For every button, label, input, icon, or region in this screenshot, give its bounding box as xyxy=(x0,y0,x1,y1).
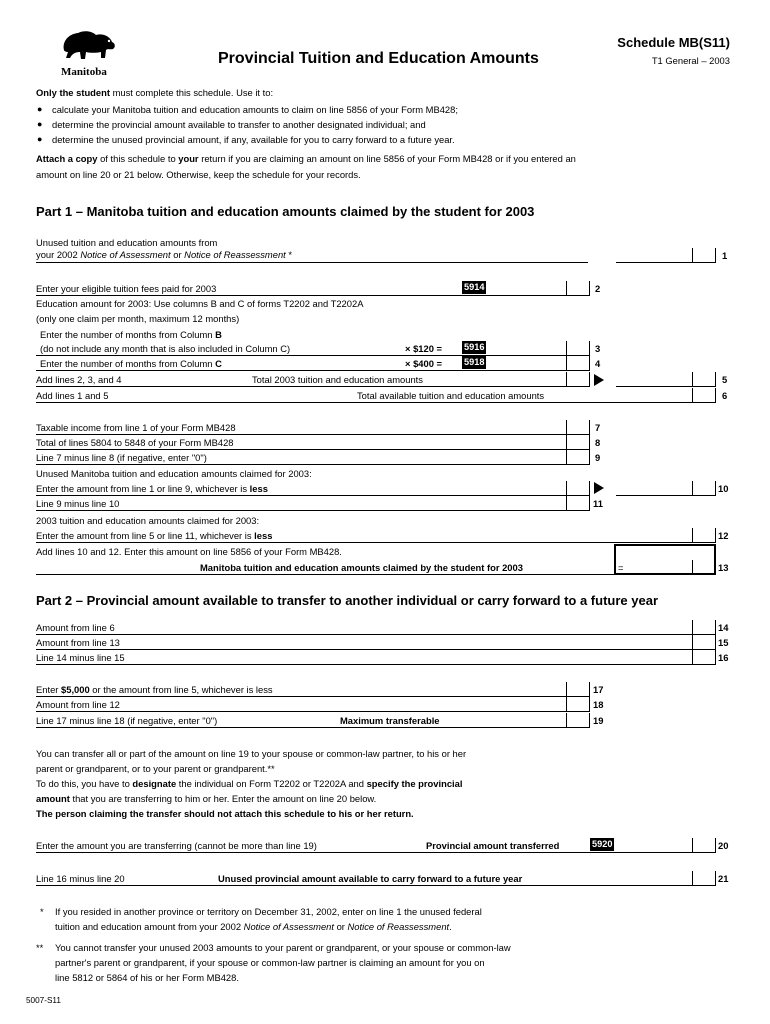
line12-label-b xyxy=(36,530,272,541)
cents-divider xyxy=(566,496,567,511)
line6-input[interactable] xyxy=(616,388,716,403)
line13-label-a: Add lines 10 and 12. Enter this amount on line 5856 of your Form MB428. xyxy=(36,546,342,557)
line-number-15: 15 xyxy=(718,637,729,648)
line-number-1: 1 xyxy=(722,250,728,261)
field-code-5916: 5916 xyxy=(464,342,485,352)
line12-rule xyxy=(36,542,716,543)
transfer-text-1: You can transfer all or part of the amount on line 19 to your spouse or common-law partner, to his or her xyxy=(36,748,467,759)
attach-line-2: amount on line 20 or 21 below. Otherwise, keep the schedule for your records. xyxy=(36,169,361,180)
line-number-17: 17 xyxy=(593,684,604,695)
bison-icon xyxy=(58,28,120,62)
cents-divider xyxy=(566,713,567,728)
line12-label-a: 2003 tuition and education amounts claimed for 2003: xyxy=(36,515,260,526)
line16-input[interactable] xyxy=(616,650,716,665)
line14-label: Amount from line 6 xyxy=(36,622,115,633)
t4-rest: that you are transferring to him or her. Enter the amount on line 20 below. xyxy=(69,793,377,804)
line-number-8: 8 xyxy=(595,437,601,448)
footnote-1-mark: * xyxy=(40,906,44,917)
cents-divider xyxy=(692,635,693,650)
cents-divider xyxy=(692,248,693,263)
footnote-2-line-c: line 5812 or 5864 of his or her Form MB428. xyxy=(55,972,239,983)
cents-divider xyxy=(566,450,567,465)
l3a-text: Enter the number of months from Column xyxy=(40,329,216,340)
line20-total-label: Provincial amount transferred xyxy=(426,840,560,851)
line5-input[interactable] xyxy=(616,372,716,387)
t3-mid: the individual on Form T2202 or T2202A and xyxy=(176,778,367,789)
l4-text: Enter the number of months from Column xyxy=(40,358,216,369)
line6-total-label: Total available tuition and education amounts xyxy=(357,390,545,401)
l10-text: Enter the amount from line 1 or line 9, whichever is xyxy=(36,483,250,494)
months-c-input[interactable] xyxy=(362,356,398,371)
line15-rule xyxy=(36,649,716,650)
l4-b: C xyxy=(215,358,222,369)
l17-pre: Enter xyxy=(36,684,62,695)
cents-divider xyxy=(692,372,693,387)
field-code-5918: 5918 xyxy=(464,357,485,367)
l17-post: or the amount from line 5, whichever is less xyxy=(89,684,273,695)
line1-label-a: Unused tuition and education amounts from xyxy=(36,237,218,248)
attach-text: of this schedule to xyxy=(97,153,179,164)
f1b-pre: tuition and education amount from your 2002 xyxy=(55,921,244,932)
attach-line-1 xyxy=(36,153,576,164)
line-number-2: 2 xyxy=(595,283,601,294)
line-number-13: 13 xyxy=(718,562,729,573)
field-code-5914: 5914 xyxy=(464,282,485,292)
cents-divider xyxy=(692,838,693,853)
cents-divider xyxy=(692,620,693,635)
line4-input[interactable] xyxy=(490,356,590,371)
line-number-16: 16 xyxy=(718,652,729,663)
logo-text: Manitoba xyxy=(61,66,107,78)
f1b-noa: Notice of Assessment xyxy=(243,921,334,932)
cents-divider xyxy=(566,372,567,387)
line-number-9: 9 xyxy=(595,452,601,463)
f1b-end: . xyxy=(449,921,452,932)
bullet-marker: ● xyxy=(37,134,43,144)
line21-input[interactable] xyxy=(616,871,716,886)
cents-divider xyxy=(692,528,693,543)
line4-label xyxy=(40,358,222,369)
intro-bullet-3: determine the unused provincial amount, if any, available for you to carry forward to a future year. xyxy=(52,134,455,145)
line15-label: Amount from line 13 xyxy=(36,637,120,648)
equals-sign: = xyxy=(618,562,624,573)
cents-divider xyxy=(692,388,693,403)
line3-label-b: (do not include any month that is also included in Column C) xyxy=(40,343,291,354)
line1-input[interactable] xyxy=(616,248,716,263)
page-title: Provincial Tuition and Education Amounts xyxy=(218,50,539,67)
line7-input[interactable] xyxy=(490,420,590,435)
t3-designate: designate xyxy=(132,778,177,789)
l12-text: Enter the amount from line 5 or line 11, whichever is xyxy=(36,530,255,541)
footnote-2-line-a: You cannot transfer your unused 2003 amounts to your parent or grandparent, or your spouse or common-law xyxy=(55,942,511,953)
form-subtitle: T1 General – 2003 xyxy=(651,55,730,66)
t3-pre: To do this, you have to xyxy=(36,778,133,789)
bullet-marker: ● xyxy=(37,119,43,129)
line13-input[interactable] xyxy=(614,544,716,575)
line13-rule xyxy=(36,574,614,575)
line-number-18: 18 xyxy=(593,699,604,710)
line18-label: Amount from line 12 xyxy=(36,699,120,710)
line15-input[interactable] xyxy=(616,635,716,650)
line19-input[interactable] xyxy=(490,713,590,728)
line9-input[interactable] xyxy=(490,450,590,465)
rate-400: × $400 = xyxy=(405,358,443,369)
transfer-text-2: parent or grandparent, or to your parent or grandparent.** xyxy=(36,763,275,774)
line14-input[interactable] xyxy=(616,620,716,635)
education-text-1: Education amount for 2003: Use columns B and C of forms T2202 and T2202A xyxy=(36,298,364,309)
line17-input[interactable] xyxy=(490,682,590,697)
schedule-label: Schedule MB(S11) xyxy=(617,35,730,50)
transfer-text-4 xyxy=(36,793,376,804)
footnote-2-line-b: partner's parent or grandparent, if your spouse or common-law partner is claiming an amount for you on xyxy=(55,957,485,968)
footnote-1-line-a: If you resided in another province or territory on December 31, 2002, enter on line 1 the unused federal xyxy=(55,906,482,917)
line-number-7: 7 xyxy=(595,422,601,433)
months-b-input[interactable] xyxy=(362,341,398,356)
cents-divider xyxy=(566,281,567,296)
line-number-21: 21 xyxy=(718,873,729,884)
line2-label: Enter your eligible tuition fees paid for 2003 xyxy=(36,283,217,294)
cents-divider xyxy=(566,356,567,371)
line1-label-b xyxy=(36,249,292,260)
line12-input[interactable] xyxy=(616,528,716,543)
line10-label-a: Unused Manitoba tuition and education amounts claimed for 2003: xyxy=(36,468,312,479)
line-number-6: 6 xyxy=(722,390,728,401)
line20-label: Enter the amount you are transferring (cannot be more than line 19) xyxy=(36,840,317,851)
line14-rule xyxy=(36,634,716,635)
line11-input[interactable] xyxy=(490,496,590,511)
intro-bullet-2: determine the provincial amount available to transfer to another designated individual; and xyxy=(52,119,426,130)
line21-rule xyxy=(36,885,716,886)
line8-label: Total of lines 5804 to 5848 of your Form MB428 xyxy=(36,437,234,448)
part1-heading: Part 1 – Manitoba tuition and education amounts claimed by the student for 2003 xyxy=(36,204,535,219)
l10-less: less xyxy=(249,483,268,494)
intro-lead-rest: must complete this schedule. Use it to: xyxy=(109,87,274,98)
l1-or: or xyxy=(170,249,185,260)
cents-divider xyxy=(692,650,693,665)
line-number-5: 5 xyxy=(722,374,728,385)
l1-noa: Notice of Assessment xyxy=(80,249,171,260)
line-number-3: 3 xyxy=(595,343,601,354)
line5-label: Add lines 2, 3, and 4 xyxy=(36,374,122,385)
cents-divider xyxy=(566,682,567,697)
l3a-b: B xyxy=(215,329,222,340)
manitoba-logo xyxy=(58,28,124,78)
line8-input[interactable] xyxy=(490,435,590,450)
line-number-11: 11 xyxy=(593,498,603,509)
line13-label-b: Manitoba tuition and education amounts claimed by the student for 2003 xyxy=(200,562,523,573)
cents-divider xyxy=(692,871,693,886)
cents-divider xyxy=(566,341,567,356)
line-number-4: 4 xyxy=(595,358,601,369)
line-number-12: 12 xyxy=(718,530,729,541)
line16-rule xyxy=(36,664,716,665)
transfer-warning: The person claiming the transfer should not attach this schedule to his or her return. xyxy=(36,808,414,819)
line-number-14: 14 xyxy=(718,622,729,633)
attach-bold: Attach a copy xyxy=(36,153,98,164)
line6-label: Add lines 1 and 5 xyxy=(36,390,109,401)
form-number: 5007-S11 xyxy=(26,996,61,1005)
footnote-1-line-b xyxy=(55,921,452,932)
line20-input[interactable] xyxy=(616,838,716,853)
intro-bullet-1: calculate your Manitoba tuition and education amounts to claim on line 5856 of your Form MB428; xyxy=(52,104,458,115)
line20-rule xyxy=(36,852,716,853)
line17-label xyxy=(36,684,273,695)
part2-heading: Part 2 – Provincial amount available to transfer to another individual or carry forward to a future year xyxy=(36,593,659,608)
line1-rule xyxy=(36,262,588,263)
cents-divider xyxy=(566,435,567,450)
education-text-2: (only one claim per month, maximum 12 months) xyxy=(36,313,240,324)
f1b-or: or xyxy=(333,921,348,932)
field-code-5920: 5920 xyxy=(592,839,613,849)
footnote-2-mark: ** xyxy=(36,942,44,953)
attach-text-2: return if you are claiming an amount on line 5856 of your Form MB428 or if you entered an xyxy=(198,153,576,164)
line10-sub-input[interactable] xyxy=(490,481,590,496)
line5-total-label: Total 2003 tuition and education amounts xyxy=(252,374,423,385)
rate-120: × $120 = xyxy=(405,343,443,354)
line19-label: Line 17 minus line 18 (if negative, enter "0") xyxy=(36,715,218,726)
cents-divider xyxy=(566,420,567,435)
line18-input[interactable] xyxy=(490,697,590,712)
line6-rule xyxy=(36,402,716,403)
line9-label: Line 7 minus line 8 (if negative, enter "0") xyxy=(36,452,207,463)
arrow-right-icon xyxy=(594,482,604,494)
l1-star: * xyxy=(285,249,293,260)
intro-lead-bold: Only the student xyxy=(36,87,110,98)
cents-divider xyxy=(566,481,567,496)
line7-label: Taxable income from line 1 of your Form MB428 xyxy=(36,422,236,433)
f1b-nor: Notice of Reassessment xyxy=(347,921,450,932)
cents-divider xyxy=(566,697,567,712)
line3-label-a xyxy=(40,329,222,340)
line21-total-label: Unused provincial amount available to carry forward to a future year xyxy=(218,873,523,884)
line11-label: Line 9 minus line 10 xyxy=(36,498,120,509)
cents-divider xyxy=(692,560,693,574)
line-number-20: 20 xyxy=(718,840,729,851)
line-number-19: 19 xyxy=(593,715,604,726)
l12-less: less xyxy=(254,530,273,541)
attach-your: your xyxy=(178,153,199,164)
line16-label: Line 14 minus line 15 xyxy=(36,652,125,663)
t3-specify: specify the provincial xyxy=(366,778,463,789)
line5-sub-input[interactable] xyxy=(490,372,590,387)
l1-nor: Notice of Reassessment xyxy=(184,249,286,260)
line10-input[interactable] xyxy=(616,481,716,496)
line10-label-b xyxy=(36,483,268,494)
line-number-10: 10 xyxy=(718,483,729,494)
intro-lead xyxy=(36,87,273,98)
l17-amount: $5,000 xyxy=(61,684,90,695)
arrow-right-icon xyxy=(594,374,604,386)
t4-amount: amount xyxy=(36,793,70,804)
line19-total-label: Maximum transferable xyxy=(340,715,440,726)
transfer-text-3 xyxy=(36,778,462,789)
line2-input[interactable] xyxy=(490,281,590,296)
bullet-marker: ● xyxy=(37,104,43,114)
l1-pre: your 2002 xyxy=(36,249,81,260)
line3-input[interactable] xyxy=(490,341,590,356)
cents-divider xyxy=(692,481,693,496)
line21-label: Line 16 minus line 20 xyxy=(36,873,125,884)
